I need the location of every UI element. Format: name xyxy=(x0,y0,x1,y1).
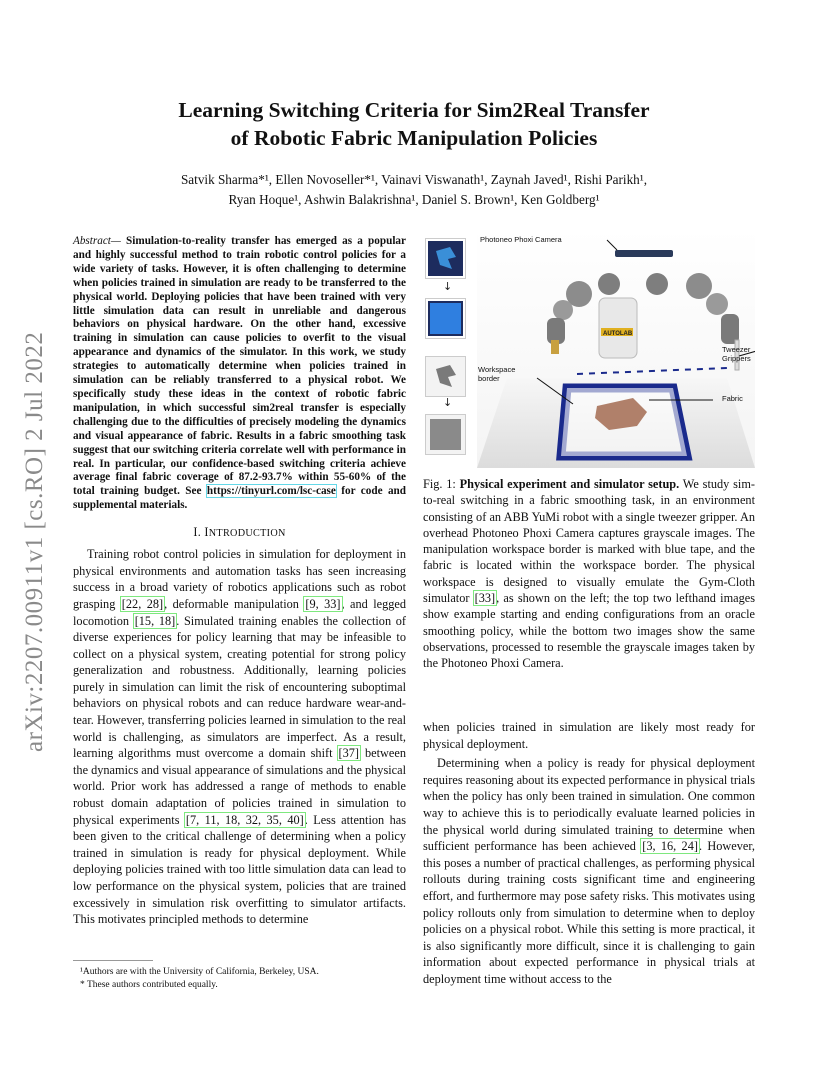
continued-paragraph: when policies trained in simulation are likely most ready for physical deployment. xyxy=(423,720,755,751)
citation[interactable]: [15, 18] xyxy=(134,613,176,628)
abstract xyxy=(73,235,406,513)
label-fabric: Fabric xyxy=(722,394,743,403)
robot-badge: AUTOLAB xyxy=(603,331,633,337)
text-run: . Less attention has been given to the critical challenge of determining when a policy trained in simulation is ready for physical deployment. While deploying policies trained with too little simulation data can lead to low performance on the physical system, policies that are trained excessively in simulation risk overfitting to simulator artifacts. This motivates principled methods to determine xyxy=(73,812,406,927)
footnotes xyxy=(80,966,410,992)
citation[interactable]: [33] xyxy=(474,591,496,606)
abstract-tail: for code and supplemental materials. xyxy=(73,485,407,512)
label-camera: Photoneo Phoxi Camera xyxy=(480,235,562,244)
text-run: Training robot control policies in simulation for deployment in physical environments and automation tasks has seen increasing success in a broad variety of robotics applications such as robot grasping xyxy=(73,547,406,611)
paper-title xyxy=(120,96,708,152)
figure-1 xyxy=(425,228,755,468)
left-column xyxy=(73,235,406,928)
processed-start-thumbnail xyxy=(425,356,466,397)
figure-1-caption xyxy=(423,476,755,672)
citation[interactable]: [3, 16, 24] xyxy=(642,839,698,854)
intro-paragraph-1 xyxy=(73,546,406,928)
text-run: between the dynamics and visual appearance of simulations and the physical world. Prior work has addressed a range of methods to enable robust domain adaptation of policies trained in simulation to physical experiments xyxy=(73,746,406,827)
abstract-lead: Abstract— xyxy=(73,235,121,247)
right-column-text xyxy=(423,719,755,988)
text-run: . Simulated training enables the collection of diverse experiences for policy learning that may be infeasible to collect on a physical system, creating potential for strong policy generalization and robustness. Additionally, learning policies purely in simulation can limit the risk of encountering suboptimal behaviors on physical robots and can reduce hardware wear-and-tear. However, transferring policies learned in simulation to the real world is challenging, as simulators are imperfect. As a result, learning algorithms must overcome a domain shift xyxy=(73,613,407,761)
footnote-rule xyxy=(73,960,153,961)
intro-text xyxy=(73,546,406,928)
abstract-text: Simulation-to-reality transfer has emerged as a popular and highly successful method to train robotic control policies for a wide variety of tasks. However, it is often challenging to determine when policies trained in simulation are ready to be transferred to the physical world. Deploying policies that have been trained with very little simulation data can result in unreliable and dangerous behaviors on physical hardware. On the other hand, excessive training in simulation can cause policies to overfit to the visual appearance and dynamics of the simulator. In this work, we study strategies to automatically determine when policies trained in simulation can be reliably transferred to a physical robot. We specifically study these ideas in the context of robotic fabric manipulation, in which successful sim2real transfer is especially challenging due to the difficulties of precisely modeling the dynamics and visual appearance of fabric. Results in a fabric smoothing task suggest that our switching criteria correlate well with performance in real. In particular, our confidence-based switching criteria achieve average final fabric coverage of 87.2-93.7% within 55-60% of the total training budget. See xyxy=(73,235,406,498)
title-line-1: Learning Switching Criteria for Sim2Real Transfer xyxy=(178,98,650,122)
text-run: Determining when a policy is ready for physical deployment requires reasoning about its expected performance in physical trials when the policy has only been trained in simulation. One common way to achieve this is to periodically evaluate learned policies in the physical world during simulated training to determine when sufficient performance has been achieved xyxy=(423,756,755,854)
authors-line-2: Ryan Hoque¹, Ashwin Balakrishna¹, Daniel S. Brown¹, Ken Goldberg¹ xyxy=(228,192,600,207)
sim-end-thumbnail xyxy=(425,298,466,339)
text-run: , as shown on the left; the top two lefthand images show example starting and ending configurations from an oracle smoothing policy, while the bottom two images show the same observations, processed to resemble the grayscale images taken by the Photoneo Phoxi Camera. xyxy=(423,591,755,671)
section-heading-introduction xyxy=(73,525,406,540)
section-numeral: I. xyxy=(193,525,205,540)
title-line-2: of Robotic Fabric Manipulation Policies xyxy=(230,126,598,150)
text-run: , deformable manipulation xyxy=(164,596,305,611)
citation[interactable]: [22, 28] xyxy=(121,596,164,611)
citation[interactable]: [7, 11, 18, 32, 35, 40] xyxy=(185,812,304,827)
citation[interactable]: [37] xyxy=(338,746,360,761)
caption-title: Physical experiment and simulator setup. xyxy=(459,477,680,491)
text-run: , and legged locomotion xyxy=(73,596,406,628)
intro-paragraph-2 xyxy=(423,755,755,987)
sim-start-thumbnail xyxy=(425,238,466,279)
robot-setup-photo xyxy=(477,228,755,468)
authors-line-1: Satvik Sharma*¹, Ellen Novoseller*¹, Vainavi Viswanath¹, Zaynah Javed¹, Rishi Parikh¹, xyxy=(180,172,648,187)
label-grippers: Tweezer Grippers xyxy=(722,345,751,363)
footnote-equal-contribution: * These authors contributed equally. xyxy=(80,980,218,990)
author-list xyxy=(110,170,718,210)
label-workspace: Workspace border xyxy=(478,365,516,383)
code-link[interactable]: https://tinyurl.com/lsc-case xyxy=(206,485,336,498)
down-arrow-icon: ↓ xyxy=(443,280,453,293)
caption-prefix: Fig. 1: xyxy=(423,477,460,491)
footnote-affiliation: ¹Authors are with the University of California, Berkeley, USA. xyxy=(80,967,319,977)
text-run: We study sim-to-real switching in a fabric smoothing task, in an environment consisting of an ABB YuMi robot with a single tweezer gripper. An overhead Photoneo Phoxi Camera captures grayscale images. The manipulation workspace border is marked with blue tape, and the fabric is located within the workspace border. The physical workspace is designed to visually emulate the Gym-Cloth simulator xyxy=(423,477,755,606)
arxiv-identifier: arXiv:2207.00911v1 [cs.RO] 2 Jul 2022 xyxy=(21,331,48,753)
section-rest: NTRODUCTION xyxy=(208,528,286,540)
down-arrow-icon: ↓ xyxy=(443,396,453,409)
section-first-letter: I xyxy=(204,525,209,540)
processed-end-thumbnail xyxy=(425,414,466,455)
text-run: . However, this poses a number of practical challenges, as performing physical rollouts during training costs significant time and engineering effort, and furthermore may pose safety risks. This motivates using policy rollouts only from simulation to determine when to deploy policies on a physical robot. While this setting is more practical, it is also significantly more difficult, since it is challenging to gain information about expected performance in physical trials at deployment time without access to the xyxy=(423,839,755,986)
citation[interactable]: [9, 33] xyxy=(305,596,341,611)
